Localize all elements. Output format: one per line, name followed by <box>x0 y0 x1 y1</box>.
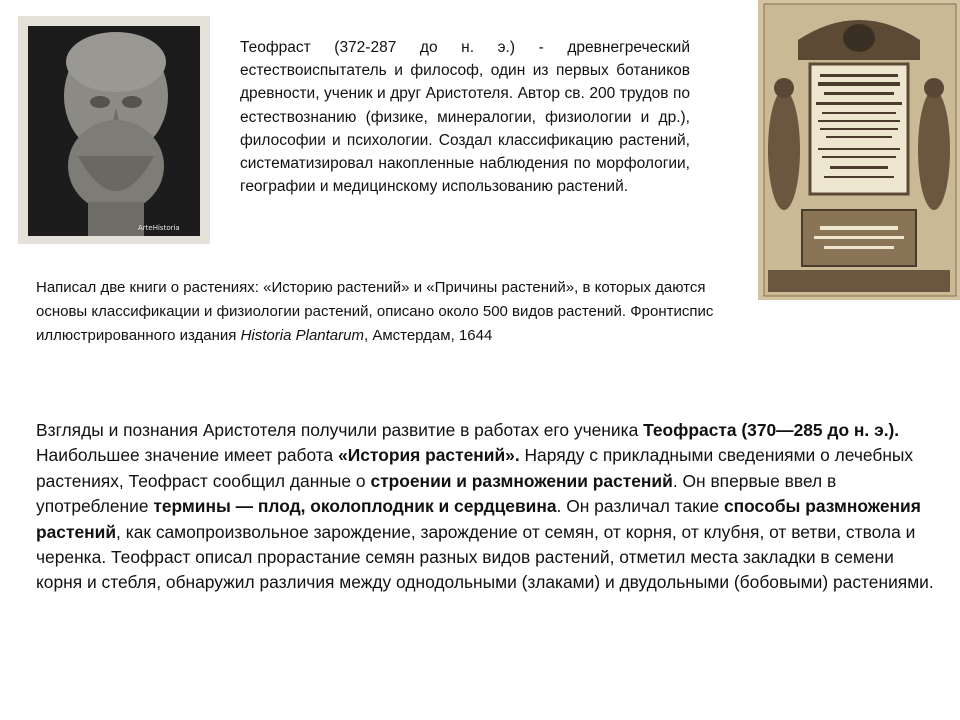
main-paragraph <box>36 418 934 596</box>
main-text-b1: Теофраста (370—285 до н. э.). <box>643 420 900 440</box>
main-text-s2: Наибольшее значение имеет работа <box>36 445 339 466</box>
main-text-s5: . Он различал такие <box>556 496 724 517</box>
main-text-b4: термины — плод, околоплодник и сердцевина <box>153 496 557 517</box>
main-text-b3: строении и размножении растений <box>370 470 673 491</box>
frontispiece-illustration <box>758 0 960 300</box>
main-text-s1: Взгляды и познания Аристотеля получили развитие в работах его ученика <box>36 420 644 440</box>
main-text-s6: , как самопроизвольное зарождение, зарождение от семян, от корня, от клубня, от ветви, ствола и черенка. Теофраст описал прорастание семян разных видов растений, отметил места закладки в семени корня и стебля, обнаружил различия между однодольными (злаками) и двудольными (бобовыми) растениями. <box>36 521 934 593</box>
main-text-b2: «История растений». <box>338 445 520 466</box>
historia-plantarum-frontispiece-image <box>758 0 960 300</box>
books-text-part1: Написал две книги о растениях: «Историю растений» и «Причины растений», в которых даются основы классификации и физиологии растений, описано около 500 видов растений. Фронтиспис иллюстрированного издания <box>36 279 714 344</box>
books-text-italic-title: Historia Plantarum <box>240 327 364 344</box>
theophrastus-bust-image <box>18 16 210 244</box>
bust-illustration <box>18 16 210 244</box>
main-text-s4: . Он впервые ввел в употребление <box>36 470 837 517</box>
main-text-s3: Наряду с прикладными сведениями о лечебных растениях, Теофраст сообщил данные о <box>36 445 914 491</box>
books-text-part2: , Амстердам, 1644 <box>363 327 493 344</box>
main-text-b5: способы размножения растений <box>36 496 921 542</box>
bio-paragraph: Теофраст (372-287 до н. э.) - древнегреческий естествоиспытатель и философ, один из первых ботаников древности, ученик и друг Аристотеля. Автор св. 200 трудов по естествознанию (физике, минералогии, физиологии и др.), философии и психологии. Создал классификацию растений, систематизировал накопленные наблюдения по морфологии, географии и медицинскому использованию растений. <box>240 39 690 196</box>
watermark-text: ArteHistoria <box>138 224 180 232</box>
books-paragraph <box>36 276 736 348</box>
